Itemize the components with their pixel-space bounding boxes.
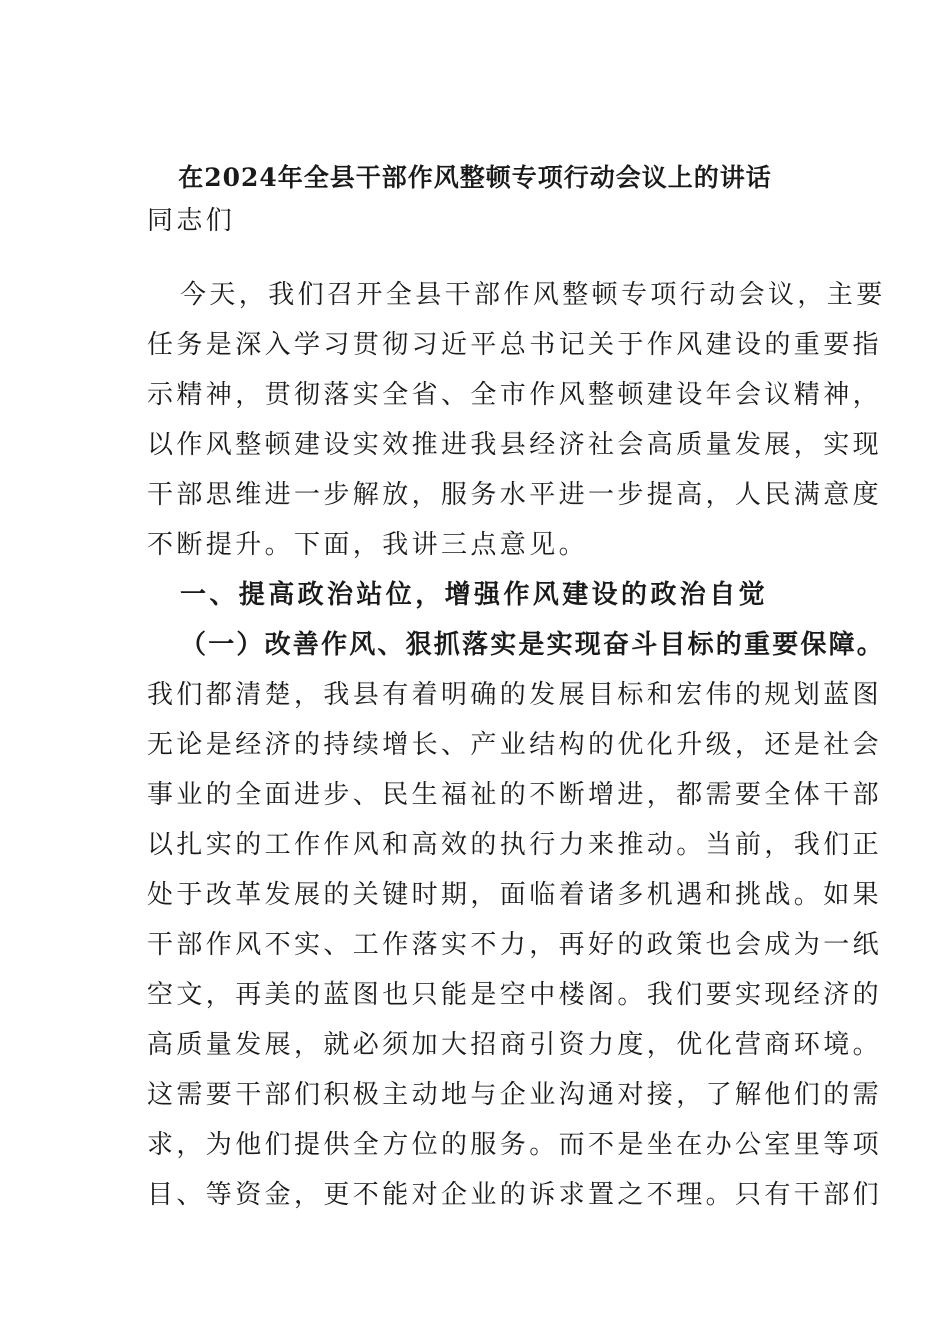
paragraph-line: 干部思维进一步解放，服务水平进一步提高，人民满意度 — [147, 480, 883, 510]
paragraph-line: 我们都清楚，我县有着明确的发展目标和宏伟的规划蓝图 — [147, 680, 883, 710]
paragraph-line: 以作风整顿建设实效推进我县经济社会高质量发展，实现 — [147, 430, 883, 460]
paragraph-line: 今天，我们召开全县干部作风整顿专项行动会议，主要 — [180, 280, 886, 310]
paragraph-line: 任务是深入学习贯彻习近平总书记关于作风建设的重要指 — [147, 330, 883, 360]
paragraph-line: 高质量发展，就必须加大招商引资力度，优化营商环境。 — [147, 1030, 883, 1060]
paragraph-line: 这需要干部们积极主动地与企业沟通对接，了解他们的需 — [147, 1080, 883, 1110]
section-heading: 一、提高政治站位，增强作风建设的政治自觉 — [180, 580, 769, 610]
salutation: 同志们 — [147, 206, 236, 236]
paragraph-line: 目、等资金，更不能对企业的诉求置之不理。只有干部们 — [147, 1180, 883, 1210]
paragraph-line: 空文，再美的蓝图也只能是空中楼阁。我们要实现经济的 — [147, 980, 883, 1010]
paragraph-line: 示精神，贯彻落实全省、全市作风整顿建设年会议精神， — [147, 380, 883, 410]
paragraph-line: 处于改革发展的关键时期，面临着诸多机遇和挑战。如果 — [147, 880, 883, 910]
paragraph-line: 无论是经济的持续增长、产业结构的优化升级，还是社会 — [147, 730, 883, 760]
subsection-heading: （一）改善作风、狠抓落实是实现奋斗目标的重要保障。 — [180, 630, 886, 660]
paragraph-line: 不断提升。下面，我讲三点意见。 — [147, 530, 589, 560]
document-title: 在2024年全县干部作风整顿专项行动会议上的讲话 — [178, 163, 772, 192]
paragraph-line: 求，为他们提供全方位的服务。而不是坐在办公室里等项 — [147, 1130, 883, 1160]
paragraph-line: 事业的全面进步、民生福祉的不断增进，都需要全体干部 — [147, 780, 883, 810]
paragraph-line: 以扎实的工作作风和高效的执行力来推动。当前，我们正 — [147, 830, 883, 860]
paragraph-line: 干部作风不实、工作落实不力，再好的政策也会成为一纸 — [147, 930, 883, 960]
